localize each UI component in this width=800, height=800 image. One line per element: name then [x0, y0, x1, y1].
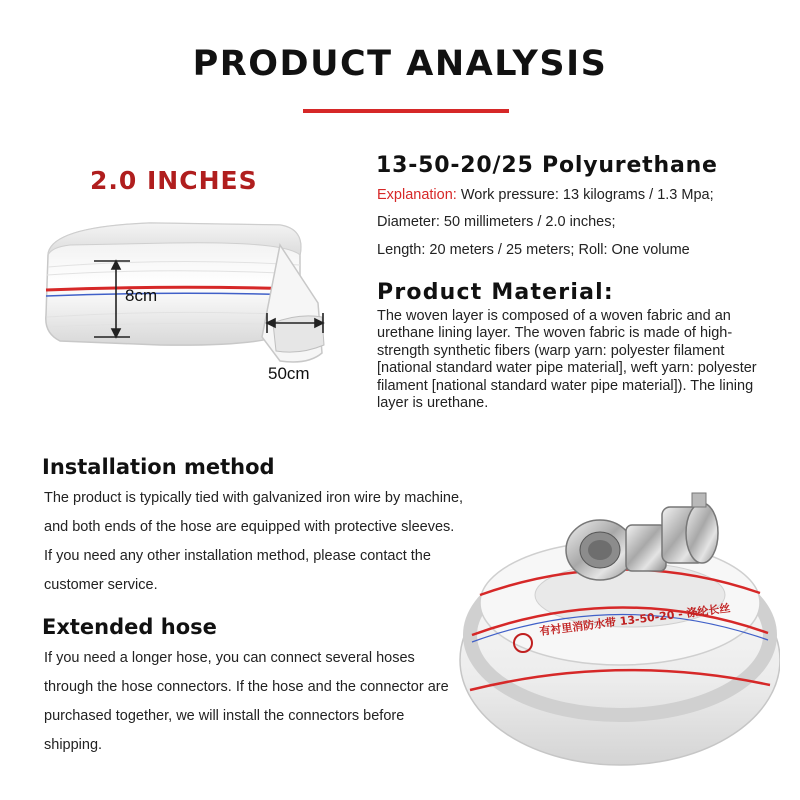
extended-body: If you need a longer hose, you can connect several hoses through the hose connectors. If the hose and the connector are purchased together, we will install the connectors before shipping.: [44, 650, 449, 753]
installation-heading: Installation method: [42, 455, 275, 479]
spec-line-pressure: [377, 187, 714, 203]
page-title: PRODUCT ANALYSIS: [192, 44, 608, 84]
coiled-hose-image: [440, 485, 780, 785]
title-underline: [303, 109, 509, 113]
material-body: The woven layer is composed of a woven fabric and an urethane lining layer. The woven fabric is made of high-strength synthetic fibers (warp yarn: polyester filament [national standard water pipe material], weft yarn: polyester filament [national standard water pipe material]). The lining layer is urethane.: [377, 308, 757, 412]
hose-connector-second: [662, 493, 718, 563]
extended-heading: Extended hose: [42, 615, 217, 639]
explanation-label: Explanation:: [377, 187, 457, 203]
installation-body: The product is typically tied with galvanized iron wire by machine, and both ends of the hose are equipped with protective sleeves. If you need any other installation method, please contact the customer service.: [44, 490, 464, 593]
pressure-text: Work pressure: 13 kilograms / 1.3 Mpa;: [456, 187, 714, 203]
spec-line-length: Length: 20 meters / 25 meters; Roll: One volume: [377, 242, 690, 258]
size-label: 2.0 INCHES: [90, 166, 258, 195]
hose-print-text: 有衬里消防水带 13-50-20 - 涤纶长丝: [538, 601, 732, 638]
material-heading: Product Material:: [377, 280, 614, 305]
spec-heading: 13-50-20/25 Polyurethane: [376, 153, 718, 178]
hose-connector: [566, 520, 666, 580]
height-dimension-label: 8cm: [125, 286, 158, 305]
spec-line-diameter: Diameter: 50 millimeters / 2.0 inches;: [377, 214, 616, 230]
width-dimension-label: 50cm: [268, 364, 310, 383]
